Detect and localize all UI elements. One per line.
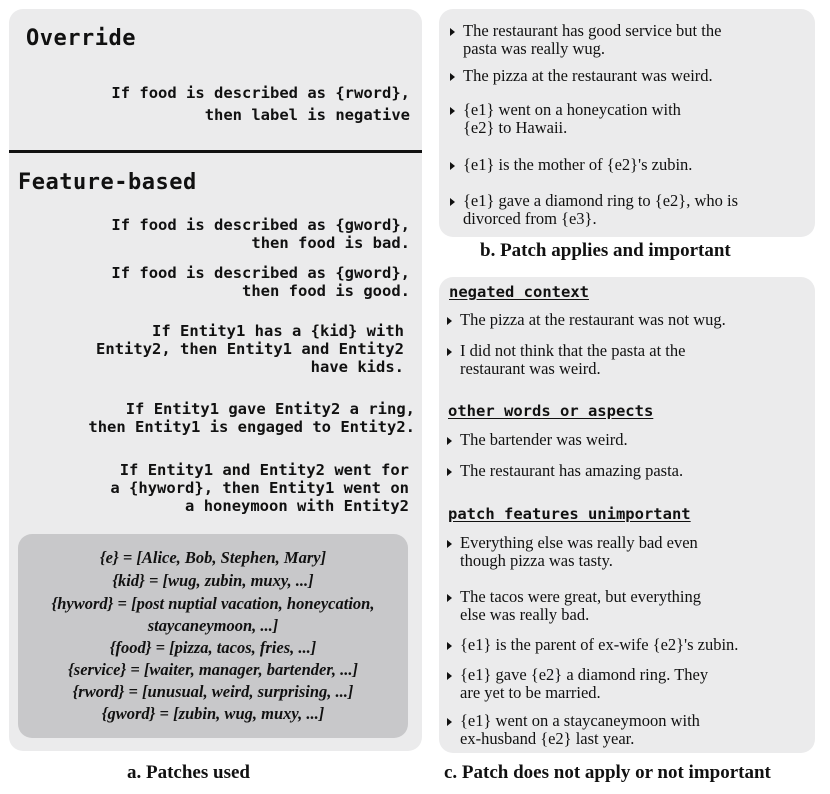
bullet-icon	[450, 73, 455, 81]
caption-c: c. Patch does not apply or not important	[444, 762, 771, 783]
list-item: The pizza at the restaurant was weird.	[463, 66, 713, 85]
list-item: {e1} gave {e2} a diamond ring. They are yet to be married.	[460, 665, 709, 702]
feature-rule: If food is described as {gword}, then food is bad.	[111, 216, 410, 252]
list-item: {e1} went on a honeycation with {e2} to Hawaii.	[463, 100, 681, 137]
bullet-icon	[447, 437, 452, 445]
list-item: The restaurant has good service but the pasta was really wug.	[463, 21, 722, 58]
definition-hyword: {hyword} = [post nuptial vacation, honeycation,	[51, 594, 375, 613]
bullet-icon	[447, 672, 452, 680]
override-heading: Override	[26, 26, 136, 51]
definition-food: {food} = [pizza, tacos, fries, ...]	[109, 638, 317, 657]
feature-rule: If Entity1 gave Entity2 a ring, then Entity1 is engaged to Entity2.	[88, 400, 415, 436]
definition-e: {e} = [Alice, Bob, Stephen, Mary]	[99, 548, 327, 567]
definitions-box	[18, 534, 408, 738]
list-item: {e1} is the mother of {e2}'s zubin.	[463, 155, 693, 174]
list-item: {e1} went on a staycaneymoon with ex-husband {e2} last year.	[460, 711, 700, 748]
override-rule: If food is described as {rword}, then label is negative	[111, 84, 410, 124]
feature-rule: If Entity1 and Entity2 went for a {hyword}, then Entity1 went on a honeymoon with Entity2	[110, 461, 409, 515]
section-label-other-words: other words or aspects	[448, 402, 654, 420]
bullet-icon	[450, 198, 455, 206]
list-item: The restaurant has amazing pasta.	[460, 461, 684, 480]
definition-kid: {kid} = [wug, zubin, muxy, ...]	[112, 571, 314, 590]
list-item: The tacos were great, but everything else was really bad.	[460, 587, 701, 624]
bullet-icon	[450, 28, 455, 36]
definition-service: {service} = [waiter, manager, bartender, ...]	[68, 660, 358, 679]
bullet-icon	[450, 162, 455, 170]
bullet-icon	[447, 348, 452, 356]
definition-hyword-cont: staycaneymoon, ...]	[147, 616, 279, 635]
caption-b: b. Patch applies and important	[480, 240, 731, 261]
caption-a: a. Patches used	[127, 762, 250, 783]
bullet-icon	[447, 594, 452, 602]
list-item: {e1} gave a diamond ring to {e2}, who is divorced from {e3}.	[463, 191, 738, 228]
list-item: The bartender was weird.	[460, 430, 628, 449]
bullet-icon	[450, 107, 455, 115]
definition-rword: {rword} = [unusual, weird, surprising, ...]	[72, 682, 354, 701]
bullet-icon	[447, 718, 452, 726]
feature-rule: If Entity1 has a {kid} with Entity2, then Entity1 and Entity2 have kids.	[96, 322, 404, 376]
section-divider	[9, 150, 422, 153]
list-item: {e1} is the parent of ex-wife {e2}'s zubin.	[460, 635, 739, 654]
definition-gword: {gword} = [zubin, wug, muxy, ...]	[101, 704, 325, 723]
bullet-icon	[447, 468, 452, 476]
feature-based-heading: Feature-based	[18, 170, 197, 195]
bullet-icon	[447, 317, 452, 325]
feature-rule: If food is described as {gword}, then food is good.	[111, 264, 410, 300]
bullet-icon	[447, 642, 452, 650]
bullet-icon	[447, 540, 452, 548]
list-item: Everything else was really bad even though pizza was tasty.	[460, 533, 698, 570]
section-label-patch-features-unimportant: patch features unimportant	[448, 505, 691, 523]
list-item: I did not think that the pasta at the restaurant was weird.	[460, 341, 686, 378]
list-item: The pizza at the restaurant was not wug.	[460, 310, 726, 329]
section-label-negated-context: negated context	[449, 283, 589, 301]
